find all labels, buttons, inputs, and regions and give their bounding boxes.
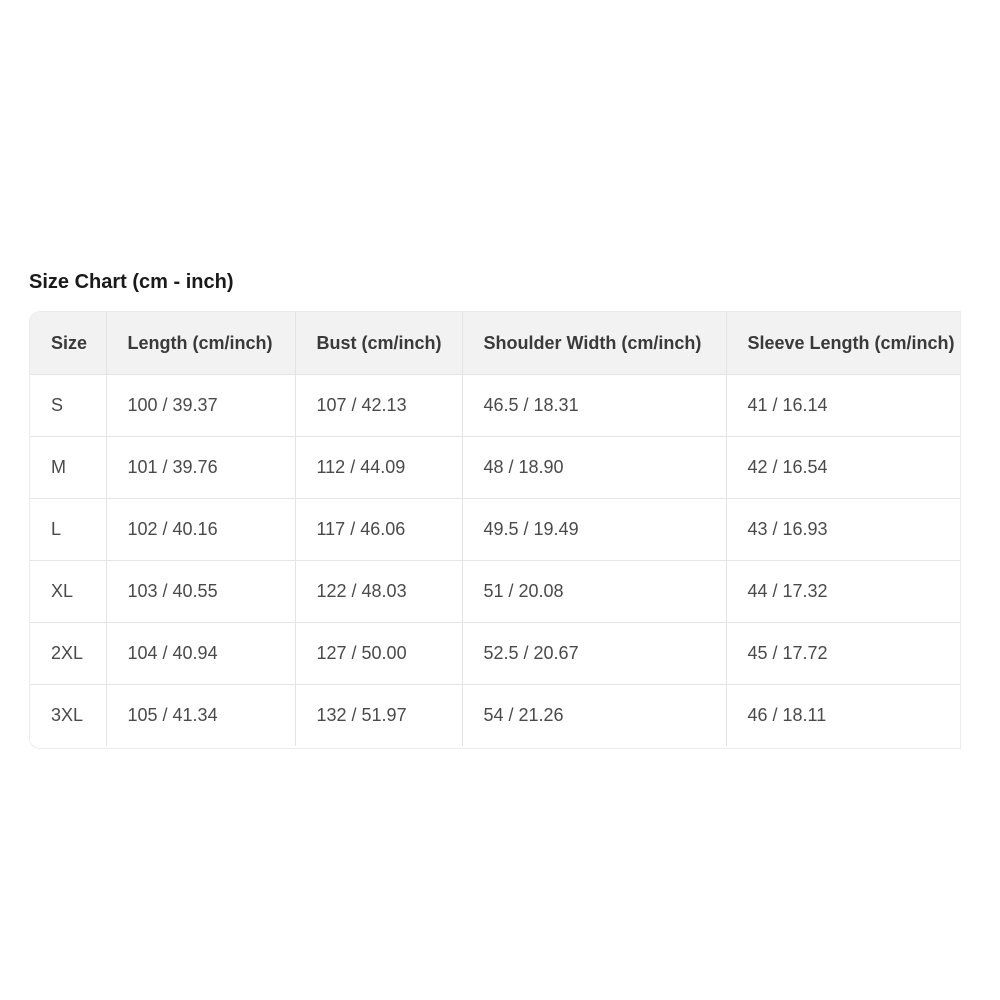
size-chart-table-container [30, 312, 960, 748]
cell-size: L [30, 499, 106, 561]
cell-length: 100 / 39.37 [106, 375, 295, 437]
cell-sleeve-length: 45 / 17.72 [726, 623, 960, 685]
cell-sleeve-length: 44 / 17.32 [726, 561, 960, 623]
cell-length: 104 / 40.94 [106, 623, 295, 685]
cell-bust: 117 / 46.06 [295, 499, 462, 561]
cell-shoulder-width: 48 / 18.90 [462, 437, 726, 499]
cell-length: 102 / 40.16 [106, 499, 295, 561]
cell-length: 101 / 39.76 [106, 437, 295, 499]
header-length: Length (cm/inch) [106, 312, 295, 375]
size-chart-title: Size Chart (cm - inch) [29, 271, 234, 293]
table-header-row [30, 312, 960, 375]
cell-shoulder-width: 46.5 / 18.31 [462, 375, 726, 437]
cell-shoulder-width: 51 / 20.08 [462, 561, 726, 623]
cell-sleeve-length: 41 / 16.14 [726, 375, 960, 437]
header-shoulder-width: Shoulder Width (cm/inch) [462, 312, 726, 375]
table-row [30, 437, 960, 499]
cell-size: XL [30, 561, 106, 623]
cell-bust: 127 / 50.00 [295, 623, 462, 685]
size-chart-table [30, 312, 960, 746]
cell-bust: 132 / 51.97 [295, 685, 462, 747]
cell-sleeve-length: 42 / 16.54 [726, 437, 960, 499]
header-bust: Bust (cm/inch) [295, 312, 462, 375]
cell-shoulder-width: 49.5 / 19.49 [462, 499, 726, 561]
table-row [30, 375, 960, 437]
cell-shoulder-width: 54 / 21.26 [462, 685, 726, 747]
table-row [30, 499, 960, 561]
cell-bust: 112 / 44.09 [295, 437, 462, 499]
cell-sleeve-length: 43 / 16.93 [726, 499, 960, 561]
cell-sleeve-length: 46 / 18.11 [726, 685, 960, 747]
cell-length: 105 / 41.34 [106, 685, 295, 747]
cell-size: 3XL [30, 685, 106, 747]
table-row [30, 623, 960, 685]
header-size: Size [30, 312, 106, 375]
table-row [30, 561, 960, 623]
cell-length: 103 / 40.55 [106, 561, 295, 623]
cell-size: 2XL [30, 623, 106, 685]
cell-shoulder-width: 52.5 / 20.67 [462, 623, 726, 685]
cell-bust: 122 / 48.03 [295, 561, 462, 623]
cell-bust: 107 / 42.13 [295, 375, 462, 437]
header-sleeve-length: Sleeve Length (cm/inch) [726, 312, 960, 375]
cell-size: S [30, 375, 106, 437]
table-row [30, 685, 960, 747]
cell-size: M [30, 437, 106, 499]
